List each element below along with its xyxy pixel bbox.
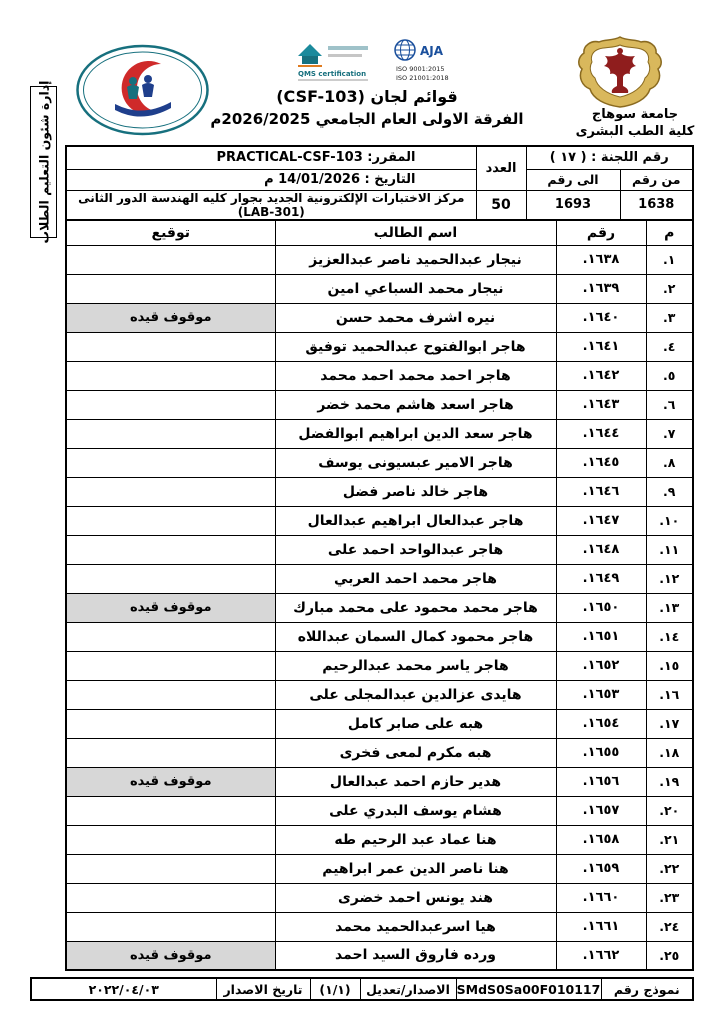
student-row bbox=[66, 593, 693, 622]
number-cell: ١٦٥٩. bbox=[556, 854, 646, 883]
university-logo-icon bbox=[575, 36, 665, 108]
university-name-block bbox=[565, 106, 705, 140]
number-cell: ١٦٦٠. bbox=[556, 883, 646, 912]
signature-cell bbox=[66, 477, 275, 506]
student-row bbox=[66, 419, 693, 448]
form-number-value: SMdS0Sa00F010117 bbox=[456, 978, 601, 1000]
serial-cell: ٤. bbox=[646, 332, 693, 361]
students-header-row bbox=[66, 220, 693, 245]
student-row bbox=[66, 332, 693, 361]
aja-certification-logo bbox=[392, 38, 456, 84]
name-cell: نيجار محمد السباعي امين bbox=[275, 274, 556, 303]
number-cell: ١٦٤٠. bbox=[556, 303, 646, 332]
signature-cell bbox=[66, 564, 275, 593]
signature-cell bbox=[66, 854, 275, 883]
number-cell: ١٦٤٦. bbox=[556, 477, 646, 506]
signature-cell bbox=[66, 506, 275, 535]
signature-cell bbox=[66, 622, 275, 651]
name-cell: هاجر اسعد هاشم محمد خضر bbox=[275, 390, 556, 419]
to-number-label: الى رقم bbox=[526, 169, 620, 190]
qms-caption: QMS certification bbox=[298, 70, 367, 78]
document-title: قوائم لجان (CSF-103) bbox=[276, 87, 458, 106]
name-cell: نيره اشرف محمد حسن bbox=[275, 303, 556, 332]
serial-cell: ٧. bbox=[646, 419, 693, 448]
number-cell: ١٦٥٧. bbox=[556, 796, 646, 825]
name-cell: هاجر محمود كمال السمان عبداللاه bbox=[275, 622, 556, 651]
serial-cell: ٥. bbox=[646, 361, 693, 390]
serial-cell: ٩. bbox=[646, 477, 693, 506]
signature-cell bbox=[66, 912, 275, 941]
issue-date-value: ٢٠٢٢/٠٤/٠٣ bbox=[31, 978, 216, 1000]
student-row bbox=[66, 854, 693, 883]
serial-cell: ٢٥. bbox=[646, 941, 693, 970]
university-name: جامعة سوهاج bbox=[591, 107, 679, 122]
signature-cell bbox=[66, 680, 275, 709]
serial-cell: ١٢. bbox=[646, 564, 693, 593]
aja-logo-icon bbox=[392, 38, 456, 84]
name-cell: هبه مكرم لمعى فخرى bbox=[275, 738, 556, 767]
number-cell: ١٦٥٦. bbox=[556, 767, 646, 796]
name-cell: هاجر الامير عبسيونى يوسف bbox=[275, 448, 556, 477]
course-label: المقرر: PRACTICAL-CSF-103 bbox=[66, 146, 476, 169]
serial-cell: ٢٤. bbox=[646, 912, 693, 941]
iso-line-2: ISO 21001:2018 bbox=[396, 74, 449, 82]
student-row bbox=[66, 477, 693, 506]
student-row bbox=[66, 245, 693, 274]
number-cell: ١٦٥٨. bbox=[556, 825, 646, 854]
signature-cell bbox=[66, 361, 275, 390]
version-value: (١/١) bbox=[310, 978, 360, 1000]
serial-cell: ١٥. bbox=[646, 651, 693, 680]
student-row bbox=[66, 796, 693, 825]
number-cell: ١٦٤٥. bbox=[556, 448, 646, 477]
signature-cell: موقوف قيده bbox=[66, 303, 275, 332]
student-row bbox=[66, 303, 693, 332]
qms-logo-icon bbox=[290, 38, 376, 84]
count-value: 50 bbox=[476, 190, 526, 220]
signature-cell bbox=[66, 245, 275, 274]
signature-cell bbox=[66, 825, 275, 854]
number-cell: ١٦٦١. bbox=[556, 912, 646, 941]
student-row bbox=[66, 564, 693, 593]
student-row bbox=[66, 825, 693, 854]
student-row bbox=[66, 767, 693, 796]
document-subtitle: الفرقة الاولى العام الجامعي 2026/2025م bbox=[210, 110, 524, 128]
signature-cell bbox=[66, 274, 275, 303]
signature-cell bbox=[66, 535, 275, 564]
student-row bbox=[66, 506, 693, 535]
serial-cell: ٢١. bbox=[646, 825, 693, 854]
student-row bbox=[66, 883, 693, 912]
student-row bbox=[66, 941, 693, 970]
name-cell: هبه على صابر كامل bbox=[275, 709, 556, 738]
name-cell: هنا ناصر الدين عمر ابراهيم bbox=[275, 854, 556, 883]
number-cell: ١٦٤٣. bbox=[556, 390, 646, 419]
number-cell: ١٦٣٨. bbox=[556, 245, 646, 274]
serial-header: م bbox=[646, 220, 693, 245]
aja-label: AJA bbox=[420, 44, 444, 58]
department-label: إدارة شئون التعليم الطلاب bbox=[36, 80, 51, 244]
number-cell: ١٦٦٢. bbox=[556, 941, 646, 970]
exam-date: التاريخ : 14/01/2026 م bbox=[66, 169, 476, 190]
number-cell: ١٦٤٨. bbox=[556, 535, 646, 564]
student-row bbox=[66, 912, 693, 941]
name-header: اسم الطالب bbox=[275, 220, 556, 245]
from-number-label: من رقم bbox=[620, 169, 693, 190]
student-row bbox=[66, 709, 693, 738]
serial-cell: ٢٢. bbox=[646, 854, 693, 883]
serial-cell: ١. bbox=[646, 245, 693, 274]
name-cell: هاجر خالد ناصر فضل bbox=[275, 477, 556, 506]
name-cell: هايدى عزالدين عبدالمجلى على bbox=[275, 680, 556, 709]
exam-location: مركز الاختبارات الإلكترونية الجديد بجوار كليه الهندسة الدور الثانى (LAB-301) bbox=[66, 190, 476, 220]
student-row bbox=[66, 535, 693, 564]
name-cell: هاجر محمد احمد العربي bbox=[275, 564, 556, 593]
signature-cell bbox=[66, 332, 275, 361]
number-cell: ١٦٥٥. bbox=[556, 738, 646, 767]
serial-cell: ٢٣. bbox=[646, 883, 693, 912]
serial-cell: ١٠. bbox=[646, 506, 693, 535]
number-cell: ١٦٤٢. bbox=[556, 361, 646, 390]
serial-cell: ١٨. bbox=[646, 738, 693, 767]
student-row bbox=[66, 738, 693, 767]
name-cell: ورده فاروق السيد احمد bbox=[275, 941, 556, 970]
serial-cell: ٦. bbox=[646, 390, 693, 419]
number-cell: ١٦٣٩. bbox=[556, 274, 646, 303]
number-cell: ١٦٥٣. bbox=[556, 680, 646, 709]
serial-cell: ٨. bbox=[646, 448, 693, 477]
name-cell: هاجر محمد محمود على محمد مبارك bbox=[275, 593, 556, 622]
student-row bbox=[66, 390, 693, 419]
number-cell: ١٦٤٩. bbox=[556, 564, 646, 593]
student-row bbox=[66, 680, 693, 709]
iso-line-1: ISO 9001:2015 bbox=[396, 65, 445, 73]
committee-number: رقم اللجنة : ( ١٧ ) bbox=[526, 146, 693, 169]
name-cell: هيا اسرعبدالحميد محمد bbox=[275, 912, 556, 941]
signature-cell: موقوف قيده bbox=[66, 767, 275, 796]
signature-header: توقيع bbox=[66, 220, 275, 245]
university-logo bbox=[575, 36, 665, 112]
info-table bbox=[65, 145, 694, 221]
issue-date-label: تاريخ الاصدار bbox=[216, 978, 310, 1000]
number-cell: ١٦٥٢. bbox=[556, 651, 646, 680]
signature-cell bbox=[66, 709, 275, 738]
number-cell: ١٦٥١. bbox=[556, 622, 646, 651]
signature-cell bbox=[66, 448, 275, 477]
serial-cell: ٢. bbox=[646, 274, 693, 303]
serial-cell: ١١. bbox=[646, 535, 693, 564]
signature-cell bbox=[66, 738, 275, 767]
student-row bbox=[66, 361, 693, 390]
to-number-value: 1693 bbox=[526, 190, 620, 220]
qms-certification-logo bbox=[290, 38, 376, 84]
student-affairs-logo-icon bbox=[75, 44, 210, 136]
name-cell: هاجر ياسر محمد عبدالرحيم bbox=[275, 651, 556, 680]
serial-cell: ٣. bbox=[646, 303, 693, 332]
signature-cell bbox=[66, 651, 275, 680]
name-cell: نيجار عبدالحميد ناصر عبدالعزيز bbox=[275, 245, 556, 274]
signature-cell bbox=[66, 883, 275, 912]
signature-cell bbox=[66, 390, 275, 419]
count-label: العدد bbox=[476, 146, 526, 190]
student-row bbox=[66, 651, 693, 680]
name-cell: هاجر عبدالواحد احمد على bbox=[275, 535, 556, 564]
name-cell: هاجر عبدالعال ابراهيم عبدالعال bbox=[275, 506, 556, 535]
number-header: رقم bbox=[556, 220, 646, 245]
form-number-label: نموذج رقم bbox=[601, 978, 693, 1000]
name-cell: هنا عماد عبد الرحيم طه bbox=[275, 825, 556, 854]
number-cell: ١٦٤٧. bbox=[556, 506, 646, 535]
serial-cell: ٢٠. bbox=[646, 796, 693, 825]
signature-cell: موقوف قيده bbox=[66, 593, 275, 622]
name-cell: هاجر سعد الدين ابراهيم ابوالفضل bbox=[275, 419, 556, 448]
students-body bbox=[66, 245, 693, 970]
name-cell: هاجر احمد محمد احمد محمد bbox=[275, 361, 556, 390]
version-label: الاصدار/تعديل bbox=[360, 978, 456, 1000]
signature-cell bbox=[66, 419, 275, 448]
serial-cell: ١٧. bbox=[646, 709, 693, 738]
student-affairs-logo bbox=[75, 44, 210, 140]
serial-cell: ١٤. bbox=[646, 622, 693, 651]
certification-logos bbox=[290, 38, 470, 84]
serial-cell: ١٣. bbox=[646, 593, 693, 622]
department-label-box bbox=[30, 80, 57, 244]
students-table bbox=[65, 219, 694, 971]
student-row bbox=[66, 622, 693, 651]
faculty-name: كلية الطب البشرى bbox=[575, 124, 695, 139]
name-cell: هشام يوسف البدري على bbox=[275, 796, 556, 825]
student-row bbox=[66, 274, 693, 303]
number-cell: ١٦٤١. bbox=[556, 332, 646, 361]
name-cell: هاجر ابوالفتوح عبدالحميد توفيق bbox=[275, 332, 556, 361]
serial-cell: ١٦. bbox=[646, 680, 693, 709]
number-cell: ١٦٥٠. bbox=[556, 593, 646, 622]
signature-cell bbox=[66, 796, 275, 825]
signature-cell: موقوف قيده bbox=[66, 941, 275, 970]
number-cell: ١٦٤٤. bbox=[556, 419, 646, 448]
from-number-value: 1638 bbox=[620, 190, 693, 220]
name-cell: هدير حازم احمد عبدالعال bbox=[275, 767, 556, 796]
footer-table bbox=[30, 977, 694, 1001]
serial-cell: ١٩. bbox=[646, 767, 693, 796]
name-cell: هند يونس احمد خضرى bbox=[275, 883, 556, 912]
student-row bbox=[66, 448, 693, 477]
number-cell: ١٦٥٤. bbox=[556, 709, 646, 738]
